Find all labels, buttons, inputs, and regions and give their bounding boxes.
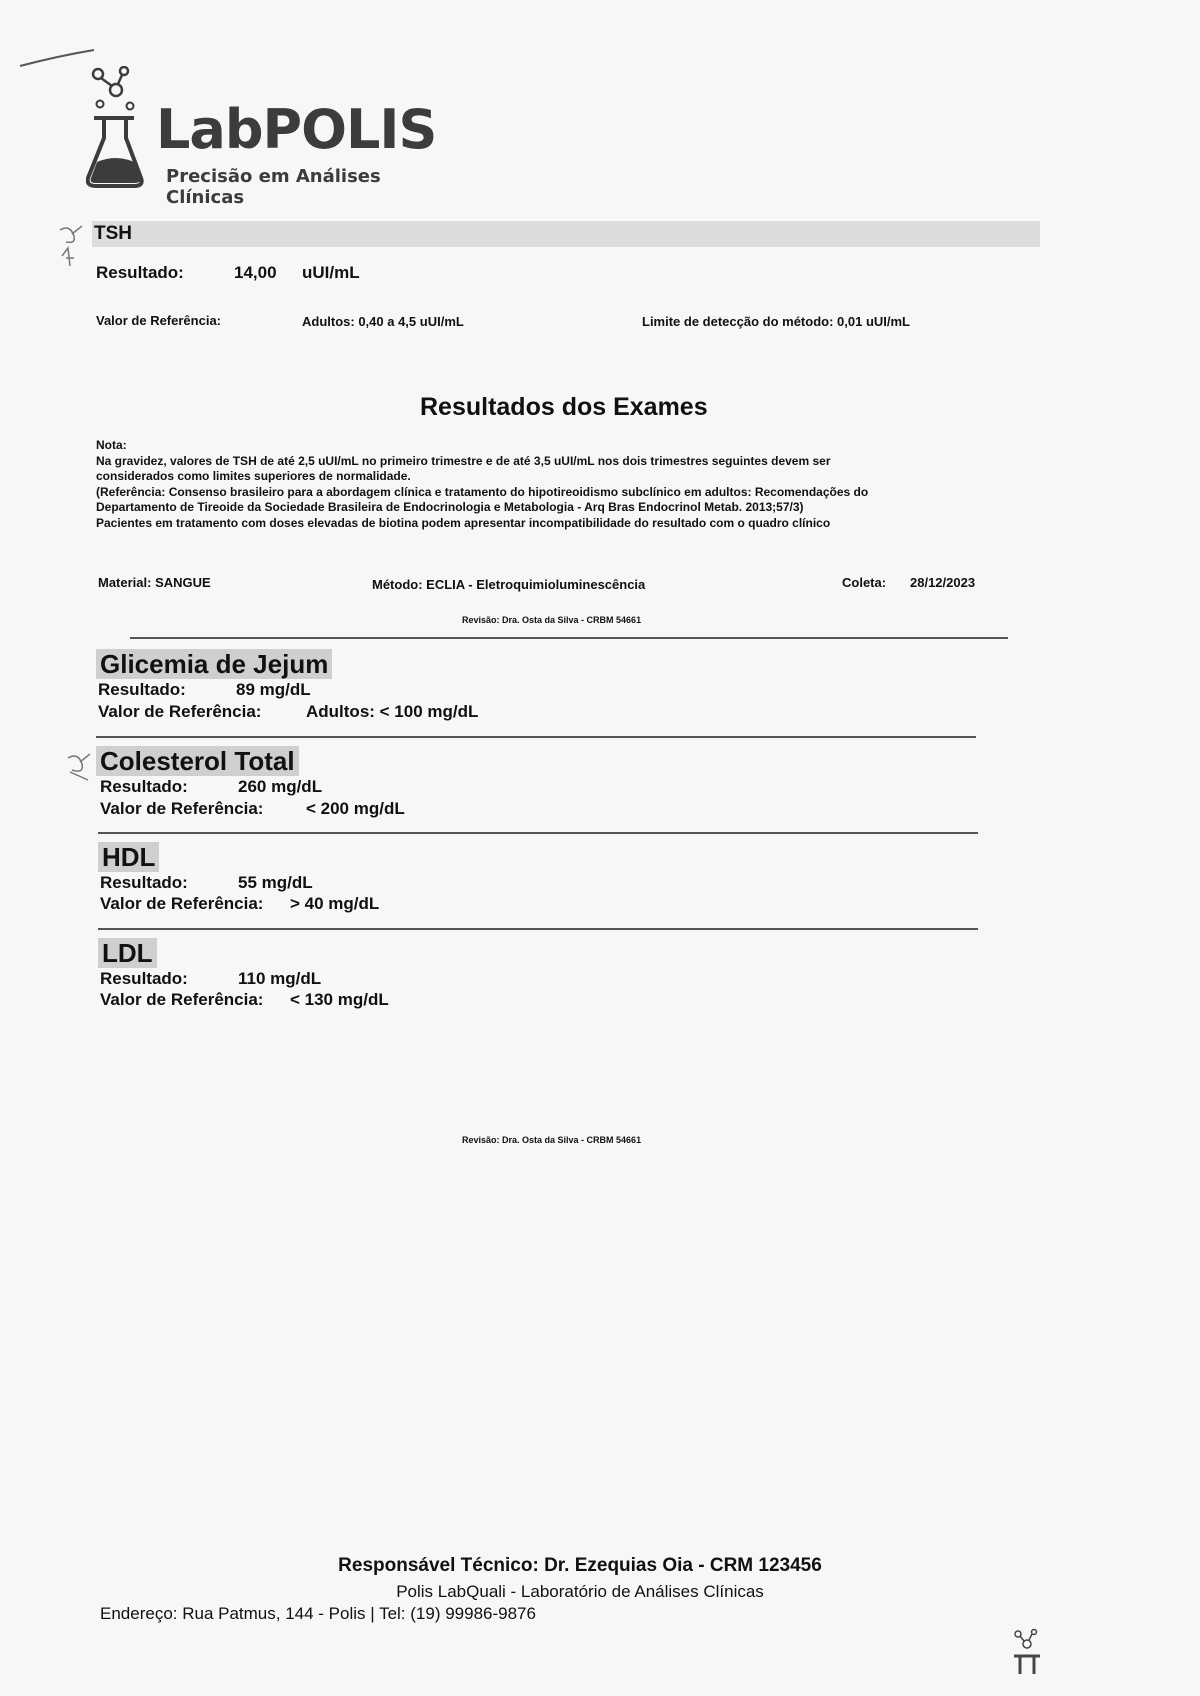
colesterol-result-label: Resultado:: [100, 777, 188, 796]
exam-title-hdl: [98, 842, 159, 873]
footer-responsible: Responsável Técnico: Dr. Ezequias Oia - CRM 123456: [338, 1555, 822, 1576]
tsh-title-bar: [92, 221, 1040, 247]
lab-logo: [86, 66, 437, 208]
note-line: considerados como limites superiores de normalidade.: [96, 469, 411, 483]
tsh-result-unit: uUI/mL: [302, 263, 360, 282]
exam-title-text: Glicemia de Jejum: [96, 649, 332, 679]
exam-title-text: Colesterol Total: [96, 746, 299, 776]
handwritten-checkmark-icon: [56, 222, 86, 272]
material: Material: SANGUE: [98, 575, 211, 590]
ldl-reference-value: < 130 mg/dL: [290, 990, 389, 1009]
divider: [98, 928, 978, 930]
tsh-result-value: 14,00: [234, 263, 277, 282]
note-label: Nota:: [96, 438, 127, 452]
review-signature-bottom: Revisão: Dra. Osta da Silva - CRBM 54661: [462, 1135, 642, 1145]
tsh-reference-value: Adultos: 0,40 a 4,5 uUI/mL: [302, 314, 464, 329]
exam-title-text: LDL: [98, 938, 157, 968]
note-line: Pacientes em tratamento com doses elevadas de biotina podem apresentar incompatibilidade do resultado com o quadro clínico: [96, 515, 831, 530]
hdl-reference-value: > 40 mg/dL: [290, 894, 380, 913]
section-title: Resultados dos Exames: [420, 393, 708, 421]
footer-lab: Polis LabQuali - Laboratório de Análises Clínicas: [396, 1582, 764, 1601]
footer-address: Endereço: Rua Patmus, 144 - Polis | Tel: (19) 99986-9876: [100, 1604, 536, 1623]
glicemia-reference-value: Adultos: < 100 mg/dL: [306, 702, 479, 721]
tsh-title: TSH: [94, 223, 132, 244]
collection-label: Coleta:: [842, 575, 887, 590]
review-signature: Revisão: Dra. Osta da Silva - CRBM 54661: [462, 615, 642, 625]
note-block: [96, 438, 1036, 531]
note-line: Departamento de Tireoide da Sociedade Brasileira de Endocrinologia e Metabologia - Arq Bras Endocrinol Metab. 2013;57/3): [96, 500, 804, 514]
flask-logo-icon: [86, 66, 156, 196]
colesterol-result-value: 260 mg/dL: [238, 777, 323, 796]
method: Método: ECLIA - Eletroquimioluminescência: [372, 577, 646, 592]
glicemia-result-value: 89 mg/dL: [236, 680, 311, 699]
divider: [130, 637, 1008, 639]
hdl-result-label: Resultado:: [100, 873, 188, 892]
divider: [96, 736, 976, 738]
logo-name: LabPOLIS: [156, 98, 437, 161]
glicemia-reference-label: Valor de Referência:: [98, 702, 262, 721]
colesterol-reference-label: Valor de Referência:: [100, 799, 264, 818]
small-flask-icon: [1010, 1628, 1044, 1678]
handwritten-checkmark-icon: [64, 752, 94, 782]
divider: [98, 832, 978, 834]
exam-title-text: HDL: [98, 842, 159, 872]
exam-title-ldl: [98, 938, 157, 969]
ldl-result-label: Resultado:: [100, 969, 188, 988]
tsh-detection-limit: Limite de detecção do método: 0,01 uUI/mL: [642, 314, 910, 329]
hdl-result-value: 55 mg/dL: [238, 873, 313, 892]
logo-tagline: Precisão em Análises Clínicas: [166, 166, 381, 208]
note-line: (Referência: Consenso brasileiro para a abordagem clínica e tratamento do hipotireoidismo subclínico em adultos: Recomendações do: [96, 484, 869, 499]
tsh-reference-label: Valor de Referência:: [96, 313, 221, 328]
exam-title-colesterol: [96, 746, 299, 777]
collection-date: 28/12/2023: [910, 575, 976, 590]
hdl-reference-label: Valor de Referência:: [100, 894, 264, 913]
note-line: Na gravidez, valores de TSH de até 2,5 uUI/mL no primeiro trimestre e de até 3,5 uUI/mL nos dois trimestres seguintes devem ser: [96, 453, 831, 468]
exam-title-glicemia: [96, 649, 332, 680]
ldl-reference-label: Valor de Referência:: [100, 990, 264, 1009]
glicemia-result-label: Resultado:: [98, 680, 186, 699]
colesterol-reference-value: < 200 mg/dL: [306, 799, 405, 818]
tsh-result-label: Resultado:: [96, 263, 184, 282]
ldl-result-value: 110 mg/dL: [238, 969, 322, 988]
